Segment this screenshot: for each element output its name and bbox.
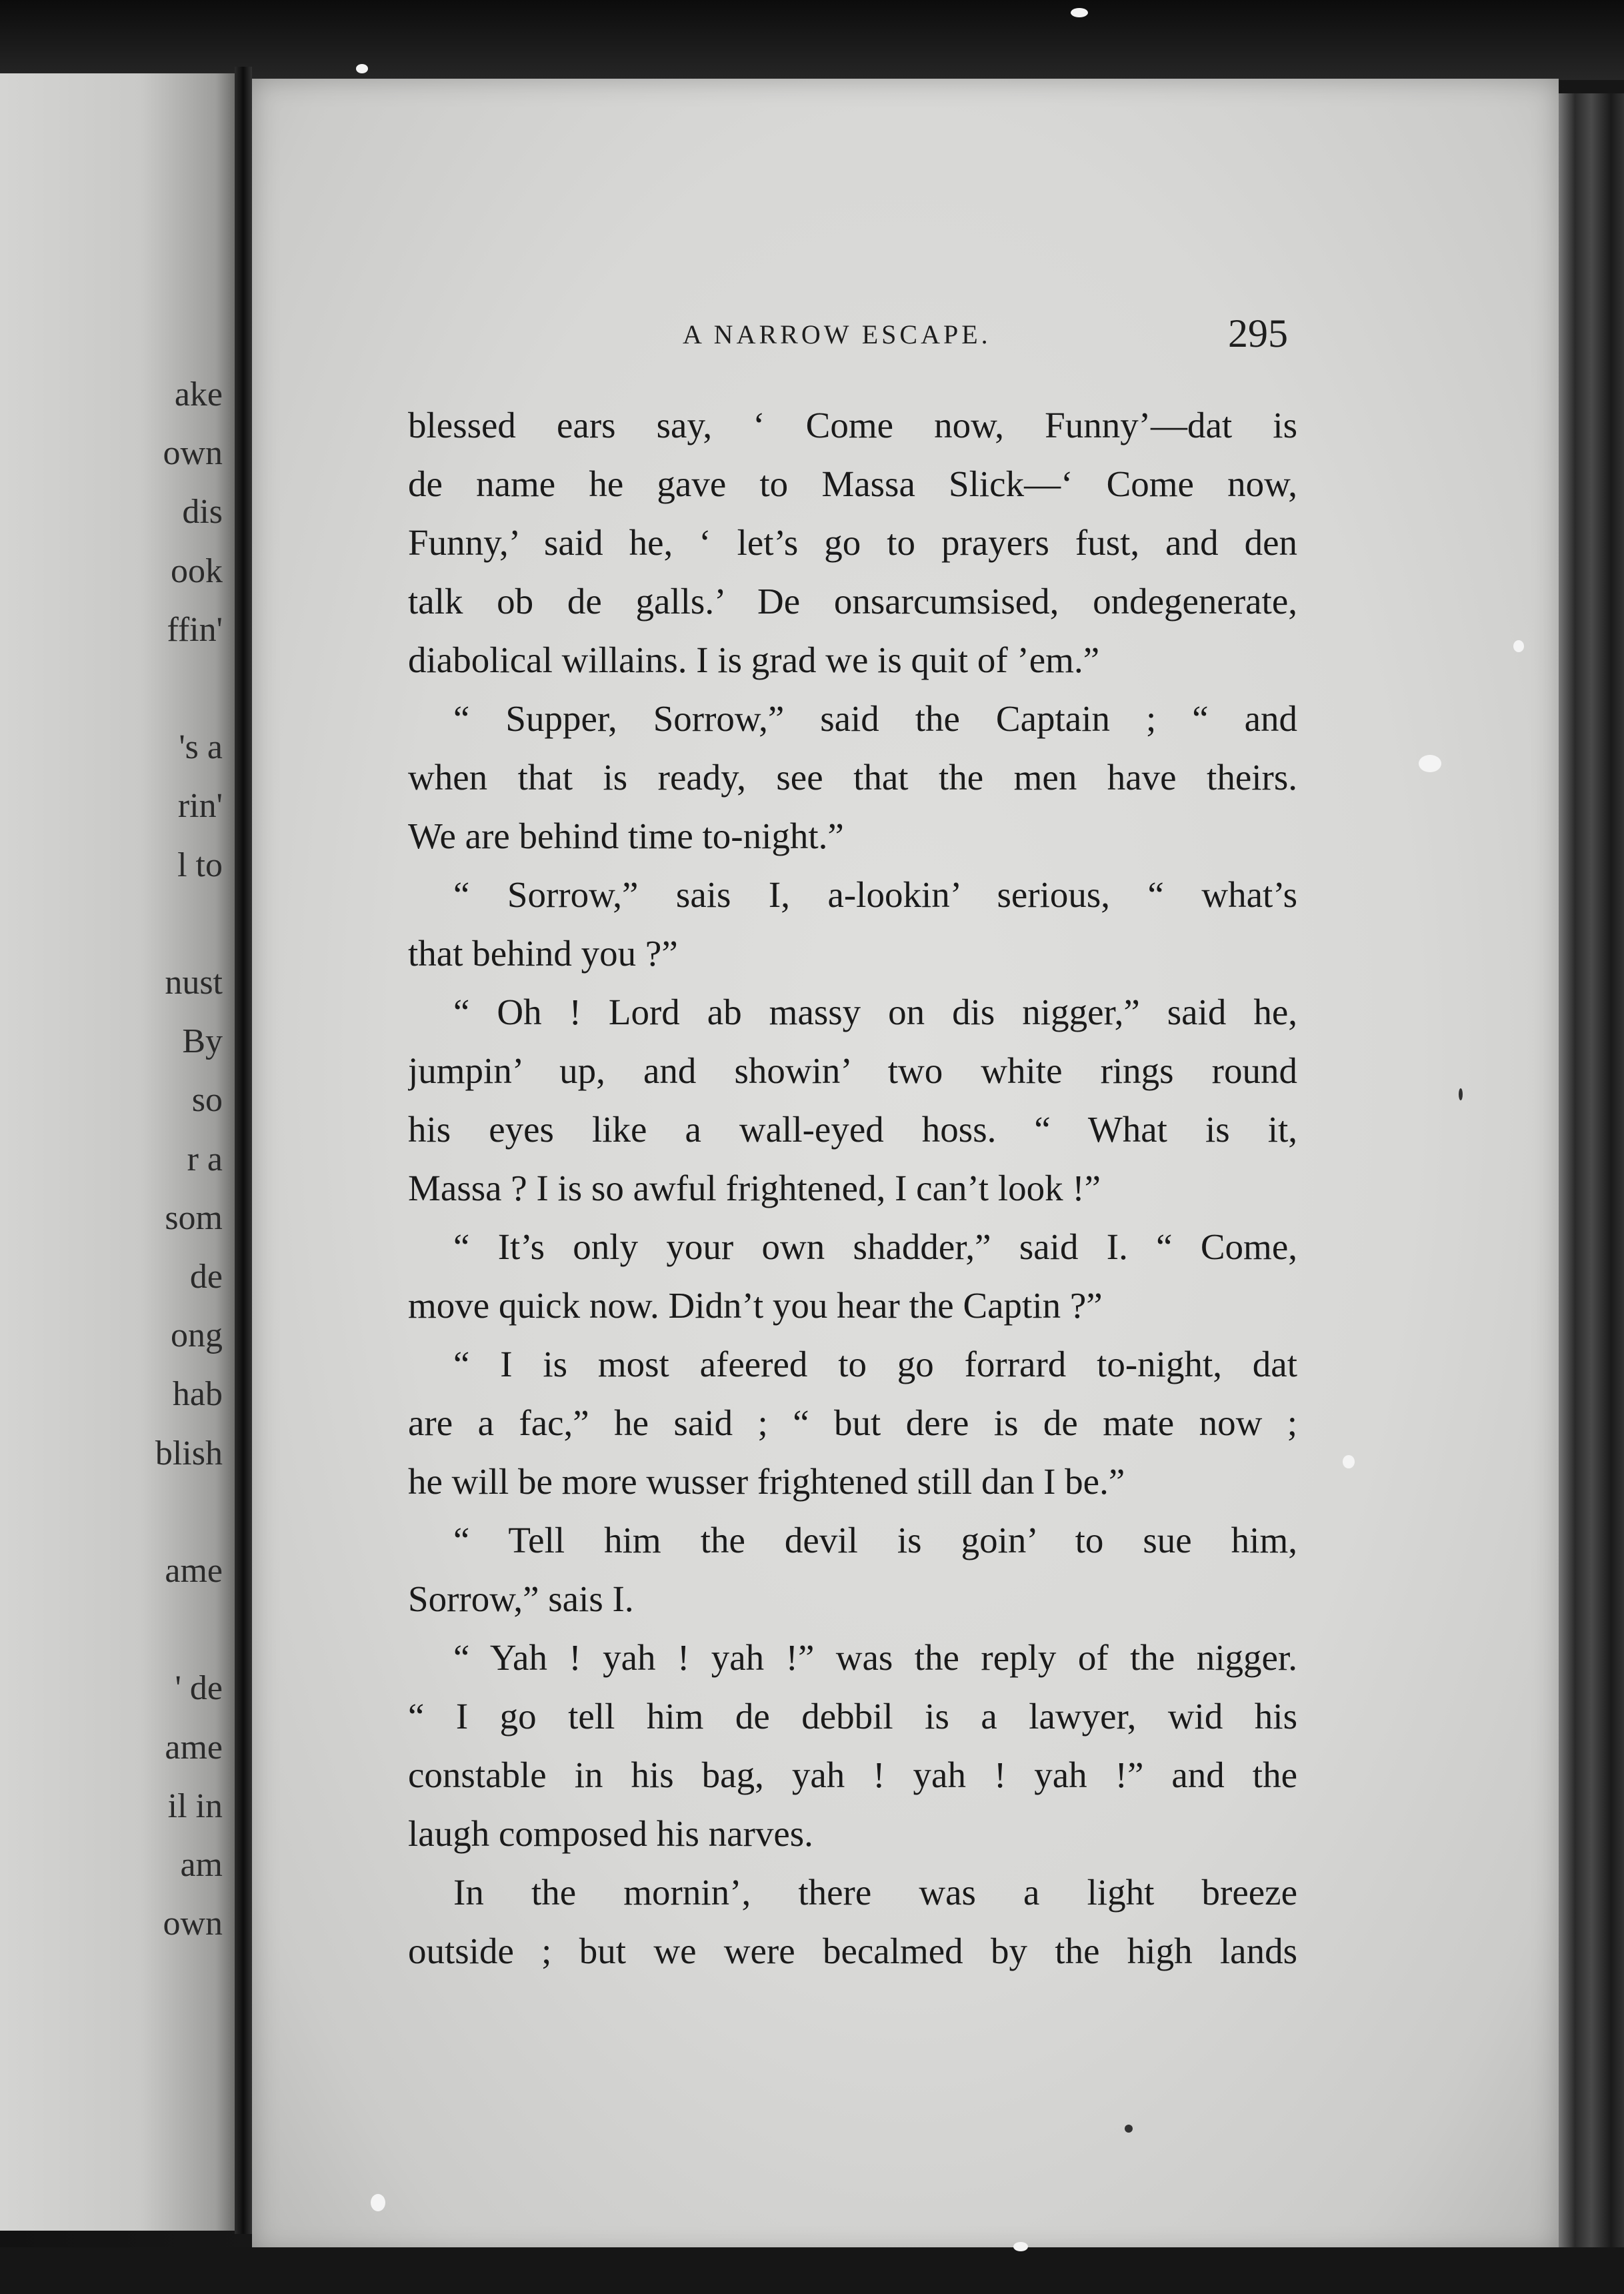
text-line: “ I is most afeered to go forrard to-night, dat [453,1344,1297,1384]
scan-speck [1343,1455,1355,1468]
left-page-fragment: By [182,1022,223,1061]
text-line: laugh composed his narves. [408,1813,813,1854]
left-page-fragment: ffin' [167,610,223,649]
left-page-fragment: ake [174,375,223,413]
left-page-fragment: ame [165,1552,223,1590]
left-page-fragment: som [165,1198,223,1237]
book-gutter [235,67,252,2234]
scan-speck [371,2194,385,2211]
text-line: “ Supper, Sorrow,” said the Captain ; “ and [453,698,1297,739]
text-line: Funny,’ said he, ‘ let’s go to prayers fust, and den [408,522,1297,563]
text-line: that behind you ?” [408,933,678,974]
left-page-fragment: nust [165,964,223,1002]
page-number: 295 [1228,311,1288,355]
text-line: We are behind time to-night.” [408,816,844,856]
scan-speck [356,64,368,73]
text-line: diabolical willains. I is grad we is quit of ’em.” [408,640,1100,680]
text-line: talk ob de galls.’ De onsarcumsised, ondegenerate, [408,581,1297,622]
text-line: move quick now. Didn’t you hear the Captin ?” [408,1285,1103,1326]
text-line: his eyes like a wall-eyed hoss. “ What is it, [408,1109,1297,1150]
text-line: blessed ears say, ‘ Come now, Funny’—dat is [408,405,1297,445]
text-line: Sorrow,” sais I. [408,1578,634,1619]
left-page-fragment: ame [165,1728,223,1767]
running-head: A NARROW ESCAPE. [683,319,991,349]
text-line: “ Yah ! yah ! yah !” was the reply of the nigger. [453,1637,1297,1678]
left-page-fragment: ook [171,551,223,590]
text-line: outside ; but we were becalmed by the high lands [408,1931,1297,1971]
text-line: he will be more wusser frightened still dan I be.” [408,1461,1125,1502]
text-line: “ Sorrow,” sais I, a-lookin’ serious, “ what’s [453,874,1297,915]
text-line: “ I go tell him de debbil is a lawyer, wid his [408,1696,1297,1737]
left-page-fragment: hab [172,1375,223,1414]
text-line: de name he gave to Massa Slick—‘ Come now, [408,463,1297,504]
text-line: when that is ready, see that the men have theirs. [408,757,1297,798]
page-edge-spine [1559,93,1624,2247]
text-line: are a fac,” he said ; “ but dere is de mate now ; [408,1402,1297,1443]
left-page-fragment: rin' [177,787,223,826]
left-page-fragment: own [163,434,223,473]
text-line: “ It’s only your own shadder,” said I. “ Come, [453,1226,1297,1267]
left-page-fragment: am [180,1846,223,1884]
left-page-fragment: own [163,1905,223,1943]
scan-bottom-border [0,2247,1624,2294]
text-line: “ Tell him the devil is goin’ to sue him, [453,1520,1297,1560]
body-text [408,396,1297,1981]
left-page-fragment: il in [167,1787,223,1825]
text-line: “ Oh ! Lord ab massy on dis nigger,” said he, [453,992,1297,1032]
text-line: In the mornin’, there was a light breeze [453,1872,1297,1913]
text-line: Massa ? I is so awful frightened, I can’t look !” [408,1168,1101,1208]
scan-speck [1419,755,1441,772]
left-page-fragment: ong [171,1316,223,1355]
scan-speck [1071,8,1088,17]
left-facing-page [0,73,235,2231]
left-page-fragment: de [189,1258,223,1296]
left-page-fragment: l to [177,846,223,884]
text-line: jumpin’ up, and showin’ two white rings round [408,1050,1297,1091]
scan-speck [1513,640,1524,652]
left-page-fragment: so [191,1081,223,1120]
scan-speck [1125,2125,1133,2133]
left-page-fragment: dis [182,493,223,531]
left-page-fragment: 's a [179,728,223,767]
left-page-fragment: r a [187,1140,223,1178]
left-page-fragment: ' de [175,1669,223,1708]
scan-speck [1013,2242,1028,2251]
left-page-fragment: blish [155,1434,223,1472]
scan-speck [1459,1088,1463,1100]
text-line: constable in his bag, yah ! yah ! yah !” and the [408,1755,1297,1795]
